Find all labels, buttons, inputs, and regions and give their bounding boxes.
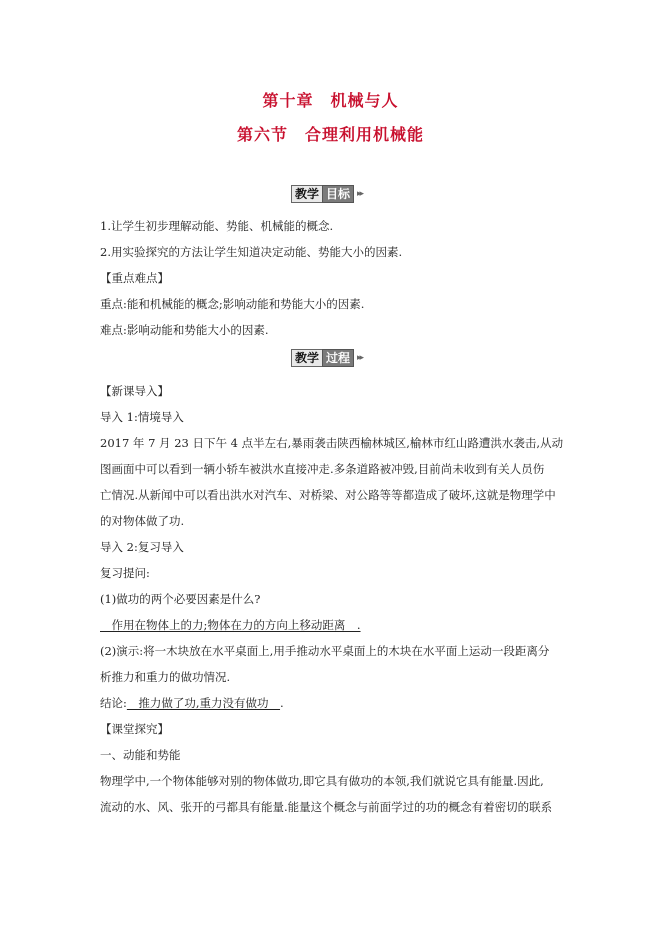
question-2-line: 析推力和重力的做功情况.	[100, 670, 231, 684]
key-point: 重点:能和机械能的概念;影响动能和势能大小的因素.	[100, 297, 365, 311]
paragraph-line: 物理学中,一个物体能够对别的物体做功,即它具有做功的本领,我们就说它具有能量.因此,	[100, 774, 544, 788]
intro1-title: 导入 1:情境导入	[100, 410, 184, 424]
explore-heading: 【课堂探究】	[100, 722, 169, 736]
conclusion	[100, 695, 284, 711]
question-1: (1)做功的两个必要因素是什么?	[100, 592, 261, 606]
intro2-title: 导入 2:复习导入	[100, 540, 184, 554]
banner-left-text: 教学	[291, 185, 322, 203]
teaching-process-banner	[291, 349, 362, 367]
conclusion-label: 结论:	[100, 696, 127, 710]
banner-right-text: 过程	[322, 349, 354, 367]
question-2-line: (2)演示:将一木块放在水平桌面上,用手推动水平桌面上的木块在水平面上运动一段距离分	[100, 644, 550, 658]
new-lesson-heading: 【新课导入】	[100, 384, 169, 398]
paragraph-line: 的对物体做了功.	[100, 514, 185, 528]
double-arrow-icon: ▸▸	[357, 189, 363, 199]
paragraph-line: 亡情况.从新闻中可以看出洪水对汽车、对桥梁、对公路等等都造成了破坏,这就是物理学中	[100, 488, 556, 502]
banner-left-text: 教学	[291, 349, 322, 367]
paragraph-line: 流动的水、风、张开的弓都具有能量.能量这个概念与前面学过的功的概念有着密切的联系	[100, 800, 553, 814]
teaching-goals-banner	[291, 185, 362, 203]
conclusion-end: .	[280, 696, 284, 710]
banner-right-text: 目标	[322, 185, 354, 203]
chapter-title: 第十章 机械与人	[262, 91, 399, 110]
section-title: 第六节 合理利用机械能	[236, 125, 424, 144]
review-prompt: 复习提问:	[100, 566, 150, 580]
paragraph-line: 2017 年 7 月 23 日下午 4 点半左右,暴雨袭击陕西榆林城区,榆林市红山路遭洪水袭击,从动	[100, 436, 564, 450]
key-points-heading: 【重点难点】	[100, 271, 169, 285]
difficult-point: 难点:影响动能和势能大小的因素.	[100, 323, 269, 337]
goal-item: 1.让学生初步理解动能、势能、机械能的概念.	[100, 219, 334, 233]
double-arrow-icon: ▸▸	[357, 353, 363, 363]
goal-item: 2.用实验探究的方法让学生知道决定动能、势能大小的因素.	[100, 245, 403, 259]
part1-title: 一、动能和势能	[100, 748, 181, 762]
paragraph-line: 图画面中可以看到一辆小轿车被洪水直接冲走.多条道路被冲毁,目前尚未收到有关人员伤	[100, 462, 545, 476]
question-1-answer: 作用在物体上的力;物体在力的方向上移动距离 .	[100, 618, 361, 632]
conclusion-answer: 推力做了功,重力没有做功	[126, 696, 281, 710]
